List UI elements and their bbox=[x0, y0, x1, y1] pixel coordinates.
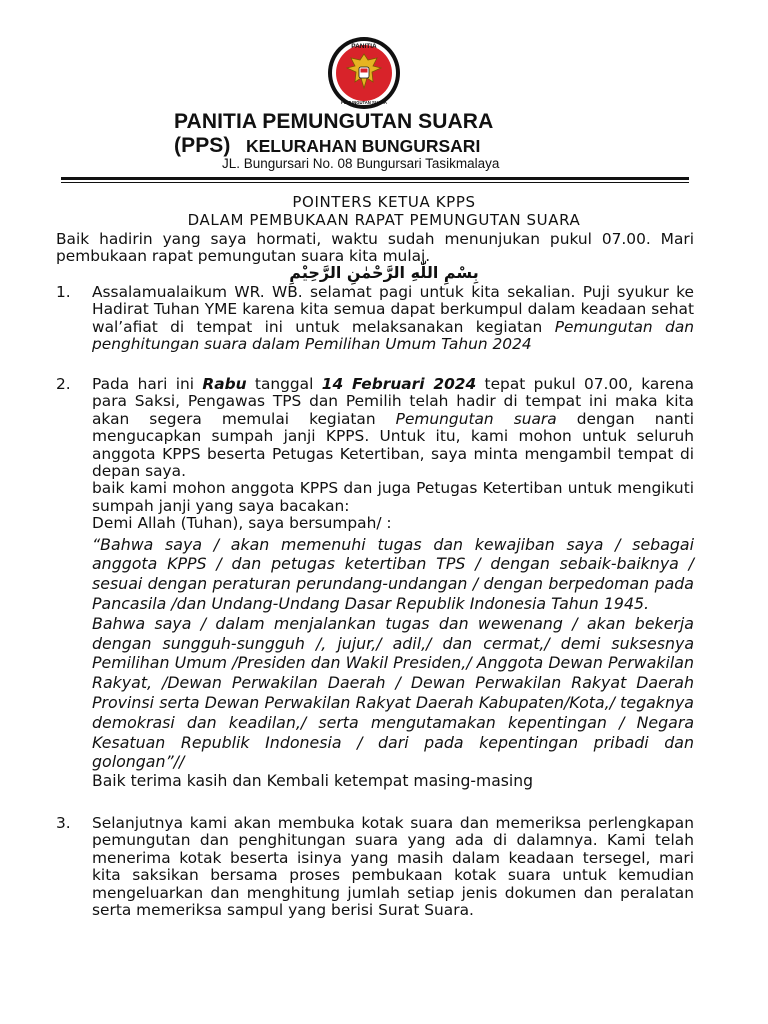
pps-emblem-logo bbox=[327, 36, 401, 110]
item2-text-c: tepat pukul 07.00, karena para Saksi, Pengawas TPS dan Pemilih telah hadir di tempat ini maka kita akan segera memulai kegiatan bbox=[92, 375, 694, 428]
item1-italic: Pemungutan dan penghitungan suara dalam Pemilihan Umum Tahun 2024 bbox=[92, 317, 694, 354]
item2-text-b: tanggal bbox=[246, 375, 322, 393]
oath-paragraph-2: Bahwa saya / dalam menjalankan tugas dan wewenang / akan bekerja dengan sungguh-sungguh /, jujur,/ adil,/ dan cermat,/ demi suksesnya Pemilihan Umum /Presiden dan Wakil Presiden,/ Anggota Dewan Perwakilan Rakyat, /Dewan Perwakilan Daerah / Dewan Perwakilan Rakyat Daerah Provinsi serta Dewan Perwakilan Rakyat Daerah Kabupaten/Kota,/ tegaknya demokrasi dan keadilan,/ serta mengutamakan kepentingan / Negara Kesatuan Republik Indonesia / dari pada kepentingan pribadi dan golongan”// bbox=[92, 613, 694, 772]
list-number-3: 3. bbox=[56, 814, 71, 832]
oath-paragraph-1: “Bahwa saya / akan memenuhi tugas dan kewajiban saya / sebagai anggota KPPS / dan petugas ketertiban TPS / dengan sebaik-baiknya / sesuai dengan peraturan perundang-undangan / dengan berpedoman pada Pancasila /dan Undang-Undang Dasar Republik Indonesia Tahun 1945. bbox=[92, 534, 694, 614]
list-item-1 bbox=[92, 284, 694, 354]
letterhead-address: JL. Bungursari No. 08 Bungursari Tasikmalaya bbox=[222, 156, 500, 171]
item2-oath-opening: Demi Allah (Tuhan), saya bersumpah/ : bbox=[92, 514, 392, 533]
item2-request: baik kami mohon anggota KPPS dan juga Petugas Ketertiban untuk mengikuti sumpah janji yang saya bacakan: bbox=[92, 479, 694, 515]
item2-date: 14 Februari 2024 bbox=[321, 375, 477, 393]
list-item-3: Selanjutnya kami akan membuka kotak suara dan memeriksa perlengkapan pemungutan dan penghitungan suara yang ada di dalamnya. Kami telah menerima kotak beserta isinya yang masih dalam keadaan tersegel, mari kita saksikan bersama proses pembukaan kotak suara untuk kemudian mengeluarkan dan menghitung jumlah setiap jenis dokumen dan peralatan serta memeriksa sampul yang berisi Surat Suara. bbox=[92, 814, 694, 920]
item2-day: Rabu bbox=[202, 375, 247, 393]
intro-paragraph: Baik hadirin yang saya hormati, waktu sudah menunjukan pukul 07.00. Mari pembukaan rapat pemungutan suara kita mulai. bbox=[56, 230, 694, 266]
letterhead-title: PANITIA PEMUNGUTAN SUARA (PPS) bbox=[174, 110, 493, 157]
svg-text:PANITIA: PANITIA bbox=[351, 43, 377, 50]
item2-text-d: dengan nanti mengucapkan sumpah janji KPPS. Untuk itu, kami mohon untuk seluruh anggota KPPS beserta Petugas Ketertiban, saya minta mengambil tempat di depan saya. bbox=[92, 409, 694, 481]
list-number-2: 2. bbox=[56, 375, 71, 393]
list-item-2 bbox=[92, 376, 694, 791]
letterhead-subtitle: KELURAHAN BUNGURSARI bbox=[246, 136, 481, 156]
svg-text:PEMUNGUTAN SUARA: PEMUNGUTAN SUARA bbox=[341, 100, 387, 105]
doc-heading-2: DALAM PEMBUKAAN RAPAT PEMUNGUTAN SUARA bbox=[187, 211, 581, 229]
letterhead-rule-thick bbox=[61, 177, 689, 180]
item1-text: Assalamualaikum WR. WB. selamat pagi untuk kita sekalian. Puji syukur ke Hadirat Tuhan YME karena kita semua dapat berkumpul dalam keadaan sehat wal’afiat di tempat ini untuk melaksanakan kegiatan bbox=[92, 283, 694, 336]
basmalah: بِسْمِ اللّٰهِ الرَّحْمٰنِ الرَّحِيْمِ bbox=[289, 263, 479, 282]
item2-closing: Baik terima kasih dan Kembali ketempat masing-masing bbox=[92, 772, 534, 791]
list-number-1: 1. bbox=[56, 283, 71, 301]
doc-heading-1: POINTERS KETUA KPPS bbox=[292, 193, 476, 211]
item2-activity: Pemungutan suara bbox=[395, 409, 557, 428]
item2-text-a: Pada hari ini bbox=[92, 375, 203, 393]
letterhead-rule-thin bbox=[61, 182, 689, 183]
